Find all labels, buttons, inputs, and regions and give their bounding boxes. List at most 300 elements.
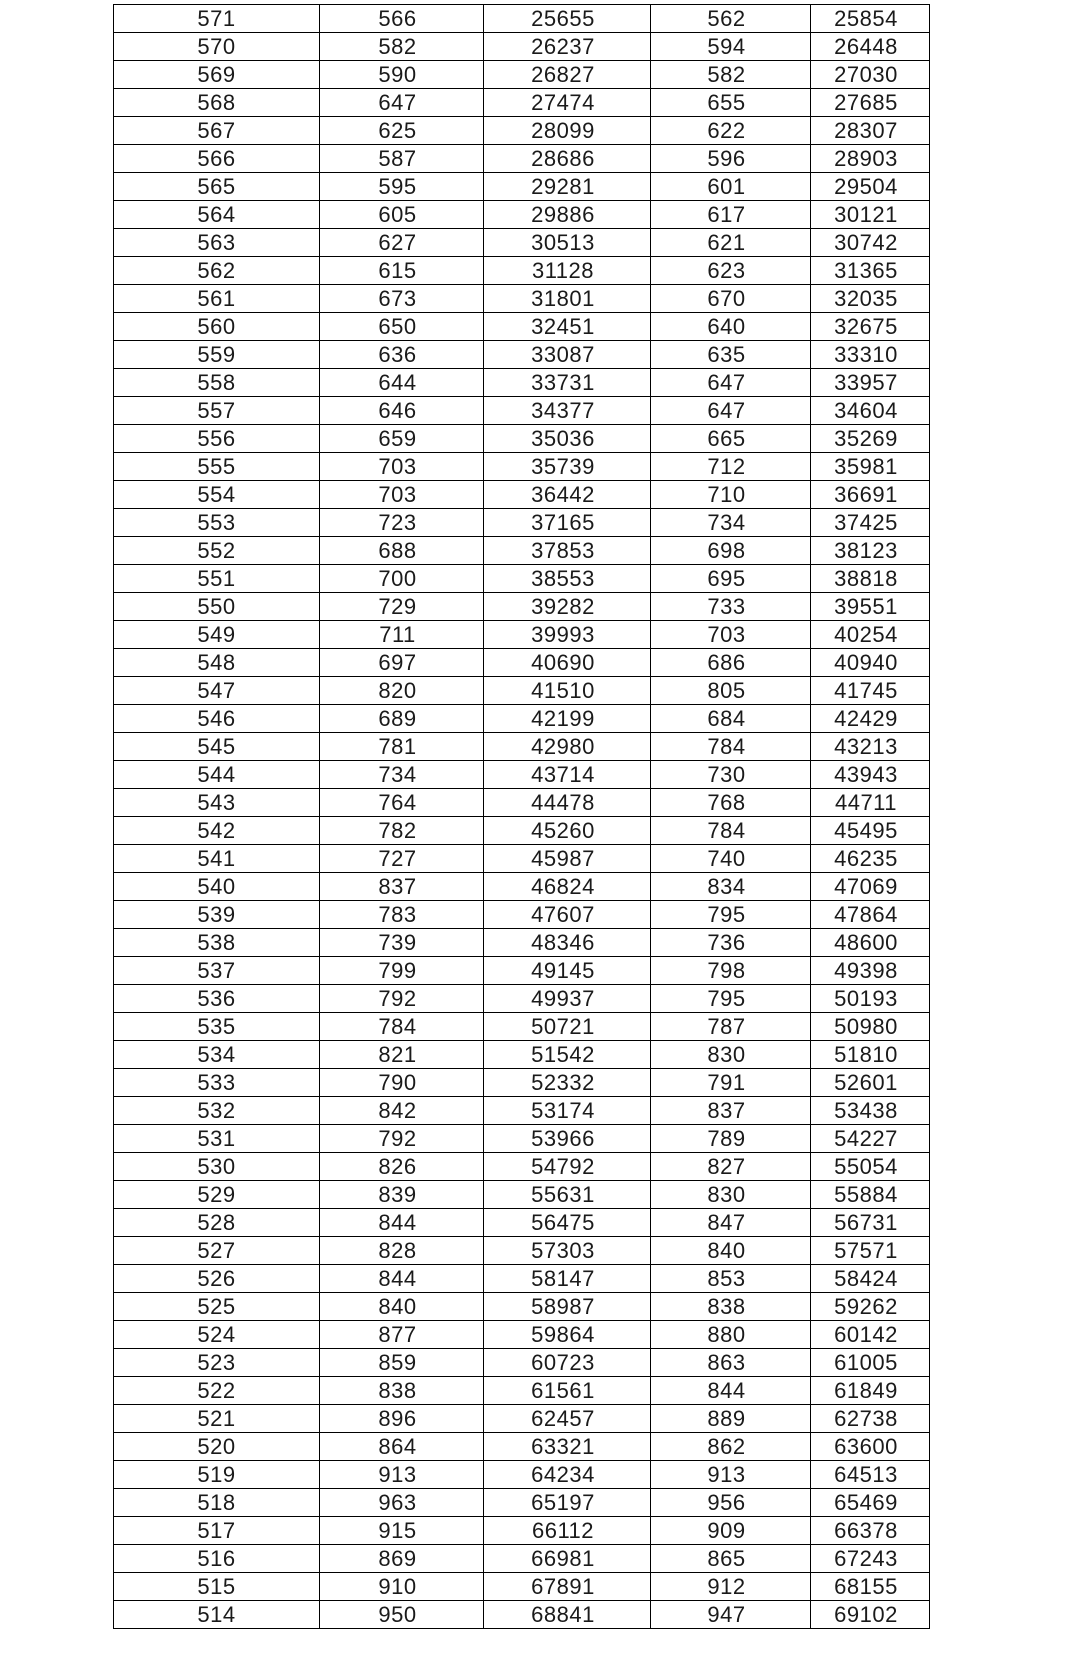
cell-cumulative-b: 28307	[811, 117, 930, 145]
cell-cumulative-a: 44478	[484, 789, 651, 817]
cell-score: 554	[114, 481, 320, 509]
cell-cumulative-b: 28903	[811, 145, 930, 173]
cell-count-b: 795	[651, 985, 811, 1013]
cell-count-a: 869	[320, 1545, 484, 1573]
cell-count-b: 684	[651, 705, 811, 733]
cell-count-b: 838	[651, 1293, 811, 1321]
cell-score: 515	[114, 1573, 320, 1601]
cell-count-a: 828	[320, 1237, 484, 1265]
cell-count-a: 587	[320, 145, 484, 173]
table-row	[114, 1013, 930, 1041]
cell-score: 519	[114, 1461, 320, 1489]
cell-cumulative-b: 43213	[811, 733, 930, 761]
cell-cumulative-a: 29886	[484, 201, 651, 229]
cell-cumulative-a: 51542	[484, 1041, 651, 1069]
cell-count-b: 805	[651, 677, 811, 705]
table-row	[114, 397, 930, 425]
cell-count-a: 844	[320, 1265, 484, 1293]
table-row	[114, 621, 930, 649]
cell-cumulative-a: 45260	[484, 817, 651, 845]
cell-cumulative-b: 31365	[811, 257, 930, 285]
cell-score: 570	[114, 33, 320, 61]
table-row	[114, 89, 930, 117]
cell-score: 534	[114, 1041, 320, 1069]
cell-cumulative-a: 45987	[484, 845, 651, 873]
cell-score: 558	[114, 369, 320, 397]
cell-score: 532	[114, 1097, 320, 1125]
cell-count-b: 889	[651, 1405, 811, 1433]
cell-cumulative-b: 62738	[811, 1405, 930, 1433]
cell-score: 553	[114, 509, 320, 537]
cell-score: 526	[114, 1265, 320, 1293]
cell-count-a: 625	[320, 117, 484, 145]
cell-count-a: 840	[320, 1293, 484, 1321]
cell-cumulative-b: 46235	[811, 845, 930, 873]
table-row	[114, 1461, 930, 1489]
cell-count-b: 698	[651, 537, 811, 565]
cell-cumulative-a: 59864	[484, 1321, 651, 1349]
cell-cumulative-b: 60142	[811, 1321, 930, 1349]
table-row	[114, 957, 930, 985]
cell-count-b: 834	[651, 873, 811, 901]
cell-count-a: 582	[320, 33, 484, 61]
table-row	[114, 1545, 930, 1573]
cell-score: 557	[114, 397, 320, 425]
cell-count-b: 853	[651, 1265, 811, 1293]
cell-count-a: 837	[320, 873, 484, 901]
cell-count-b: 880	[651, 1321, 811, 1349]
cell-cumulative-a: 32451	[484, 313, 651, 341]
cell-cumulative-a: 35036	[484, 425, 651, 453]
cell-score: 527	[114, 1237, 320, 1265]
cell-count-b: 647	[651, 397, 811, 425]
cell-cumulative-a: 57303	[484, 1237, 651, 1265]
cell-cumulative-b: 25854	[811, 5, 930, 33]
cell-cumulative-b: 34604	[811, 397, 930, 425]
cell-count-a: 877	[320, 1321, 484, 1349]
cell-count-a: 799	[320, 957, 484, 985]
cell-cumulative-a: 61561	[484, 1377, 651, 1405]
cell-cumulative-a: 55631	[484, 1181, 651, 1209]
table-row	[114, 257, 930, 285]
cell-cumulative-b: 45495	[811, 817, 930, 845]
cell-score: 563	[114, 229, 320, 257]
table-row	[114, 1377, 930, 1405]
cell-score: 537	[114, 957, 320, 985]
cell-cumulative-b: 40254	[811, 621, 930, 649]
cell-cumulative-b: 30742	[811, 229, 930, 257]
cell-count-a: 950	[320, 1601, 484, 1629]
cell-score: 514	[114, 1601, 320, 1629]
cell-score: 550	[114, 593, 320, 621]
cell-count-b: 730	[651, 761, 811, 789]
cell-count-b: 844	[651, 1377, 811, 1405]
cell-count-b: 740	[651, 845, 811, 873]
cell-cumulative-b: 32675	[811, 313, 930, 341]
table-row	[114, 201, 930, 229]
cell-count-a: 764	[320, 789, 484, 817]
cell-score: 571	[114, 5, 320, 33]
cell-score: 543	[114, 789, 320, 817]
cell-score: 568	[114, 89, 320, 117]
cell-cumulative-b: 65469	[811, 1489, 930, 1517]
cell-count-b: 562	[651, 5, 811, 33]
cell-count-a: 826	[320, 1153, 484, 1181]
cell-count-a: 566	[320, 5, 484, 33]
table-row	[114, 425, 930, 453]
cell-count-a: 915	[320, 1517, 484, 1545]
cell-count-a: 859	[320, 1349, 484, 1377]
cell-score: 560	[114, 313, 320, 341]
cell-cumulative-a: 50721	[484, 1013, 651, 1041]
cell-cumulative-a: 47607	[484, 901, 651, 929]
cell-count-a: 636	[320, 341, 484, 369]
cell-cumulative-b: 27030	[811, 61, 930, 89]
cell-cumulative-b: 40940	[811, 649, 930, 677]
cell-cumulative-b: 69102	[811, 1601, 930, 1629]
cell-cumulative-a: 25655	[484, 5, 651, 33]
score-table-container	[113, 4, 929, 1629]
table-row	[114, 1265, 930, 1293]
cell-cumulative-a: 27474	[484, 89, 651, 117]
cell-count-b: 594	[651, 33, 811, 61]
cell-cumulative-b: 32035	[811, 285, 930, 313]
cell-cumulative-b: 42429	[811, 705, 930, 733]
cell-count-a: 605	[320, 201, 484, 229]
table-row	[114, 1181, 930, 1209]
cell-count-a: 792	[320, 1125, 484, 1153]
cell-score: 528	[114, 1209, 320, 1237]
table-row	[114, 33, 930, 61]
cell-count-a: 703	[320, 453, 484, 481]
cell-count-b: 787	[651, 1013, 811, 1041]
cell-cumulative-b: 51810	[811, 1041, 930, 1069]
cell-cumulative-b: 61849	[811, 1377, 930, 1405]
cell-cumulative-b: 61005	[811, 1349, 930, 1377]
cell-cumulative-b: 53438	[811, 1097, 930, 1125]
table-row	[114, 1573, 930, 1601]
table-row	[114, 537, 930, 565]
cell-count-b: 640	[651, 313, 811, 341]
table-row	[114, 677, 930, 705]
cell-score: 520	[114, 1433, 320, 1461]
cell-cumulative-a: 68841	[484, 1601, 651, 1629]
cell-count-b: 865	[651, 1545, 811, 1573]
cell-count-b: 784	[651, 817, 811, 845]
cell-cumulative-b: 38123	[811, 537, 930, 565]
cell-score: 531	[114, 1125, 320, 1153]
cell-score: 544	[114, 761, 320, 789]
cell-count-a: 644	[320, 369, 484, 397]
cell-cumulative-a: 31801	[484, 285, 651, 313]
cell-cumulative-b: 57571	[811, 1237, 930, 1265]
cell-cumulative-a: 39993	[484, 621, 651, 649]
cell-cumulative-a: 67891	[484, 1573, 651, 1601]
cell-cumulative-a: 62457	[484, 1405, 651, 1433]
table-row	[114, 1601, 930, 1629]
cell-count-b: 736	[651, 929, 811, 957]
cell-count-b: 827	[651, 1153, 811, 1181]
cell-count-b: 622	[651, 117, 811, 145]
cell-count-a: 784	[320, 1013, 484, 1041]
cell-cumulative-a: 58147	[484, 1265, 651, 1293]
cell-score: 521	[114, 1405, 320, 1433]
table-row	[114, 1041, 930, 1069]
cell-cumulative-b: 35269	[811, 425, 930, 453]
cell-score: 541	[114, 845, 320, 873]
cell-count-b: 847	[651, 1209, 811, 1237]
table-row	[114, 565, 930, 593]
table-row	[114, 873, 930, 901]
cell-cumulative-a: 35739	[484, 453, 651, 481]
cell-cumulative-b: 52601	[811, 1069, 930, 1097]
cell-score: 523	[114, 1349, 320, 1377]
cell-cumulative-b: 47069	[811, 873, 930, 901]
cell-cumulative-a: 39282	[484, 593, 651, 621]
cell-cumulative-b: 55054	[811, 1153, 930, 1181]
cell-score: 547	[114, 677, 320, 705]
cell-cumulative-b: 58424	[811, 1265, 930, 1293]
table-row	[114, 61, 930, 89]
table-row	[114, 705, 930, 733]
table-row	[114, 453, 930, 481]
cell-cumulative-a: 40690	[484, 649, 651, 677]
cell-cumulative-a: 53174	[484, 1097, 651, 1125]
cell-cumulative-b: 29504	[811, 173, 930, 201]
cell-cumulative-a: 53966	[484, 1125, 651, 1153]
cell-cumulative-b: 50193	[811, 985, 930, 1013]
cell-cumulative-a: 66112	[484, 1517, 651, 1545]
table-row	[114, 1433, 930, 1461]
cell-count-a: 792	[320, 985, 484, 1013]
cell-cumulative-a: 64234	[484, 1461, 651, 1489]
cell-count-a: 844	[320, 1209, 484, 1237]
cell-count-a: 659	[320, 425, 484, 453]
table-row	[114, 985, 930, 1013]
cell-count-b: 840	[651, 1237, 811, 1265]
cell-cumulative-a: 28099	[484, 117, 651, 145]
cell-count-a: 963	[320, 1489, 484, 1517]
table-row	[114, 1209, 930, 1237]
cell-cumulative-a: 31128	[484, 257, 651, 285]
cell-cumulative-a: 37853	[484, 537, 651, 565]
cell-count-a: 697	[320, 649, 484, 677]
cell-score: 538	[114, 929, 320, 957]
cell-count-b: 686	[651, 649, 811, 677]
cell-count-a: 647	[320, 89, 484, 117]
cell-count-a: 615	[320, 257, 484, 285]
cell-count-a: 790	[320, 1069, 484, 1097]
cell-count-a: 739	[320, 929, 484, 957]
cell-count-a: 781	[320, 733, 484, 761]
cell-cumulative-a: 38553	[484, 565, 651, 593]
cell-cumulative-a: 34377	[484, 397, 651, 425]
cell-cumulative-b: 63600	[811, 1433, 930, 1461]
table-row	[114, 1069, 930, 1097]
cell-count-a: 650	[320, 313, 484, 341]
cell-score: 549	[114, 621, 320, 649]
cell-count-b: 635	[651, 341, 811, 369]
cell-count-b: 596	[651, 145, 811, 173]
cell-cumulative-b: 39551	[811, 593, 930, 621]
table-row	[114, 1517, 930, 1545]
table-row	[114, 173, 930, 201]
cell-score: 536	[114, 985, 320, 1013]
cell-count-a: 711	[320, 621, 484, 649]
cell-cumulative-a: 33087	[484, 341, 651, 369]
cell-cumulative-a: 42199	[484, 705, 651, 733]
cell-count-a: 842	[320, 1097, 484, 1125]
cell-score: 565	[114, 173, 320, 201]
cell-count-b: 956	[651, 1489, 811, 1517]
cell-cumulative-a: 65197	[484, 1489, 651, 1517]
cell-count-a: 703	[320, 481, 484, 509]
cell-cumulative-b: 49398	[811, 957, 930, 985]
cell-cumulative-a: 26237	[484, 33, 651, 61]
table-row	[114, 145, 930, 173]
table-row	[114, 733, 930, 761]
cell-score: 555	[114, 453, 320, 481]
table-row	[114, 929, 930, 957]
table-row	[114, 1237, 930, 1265]
cell-cumulative-a: 56475	[484, 1209, 651, 1237]
cell-count-b: 830	[651, 1041, 811, 1069]
table-row	[114, 649, 930, 677]
cell-score: 556	[114, 425, 320, 453]
table-row	[114, 5, 930, 33]
table-row	[114, 901, 930, 929]
cell-count-b: 862	[651, 1433, 811, 1461]
cell-count-a: 723	[320, 509, 484, 537]
cell-cumulative-b: 47864	[811, 901, 930, 929]
cell-score: 522	[114, 1377, 320, 1405]
table-row	[114, 1405, 930, 1433]
cell-cumulative-b: 35981	[811, 453, 930, 481]
cell-count-a: 689	[320, 705, 484, 733]
cell-score: 564	[114, 201, 320, 229]
score-rank-distribution-table	[113, 4, 930, 1629]
cell-cumulative-b: 43943	[811, 761, 930, 789]
cell-score: 569	[114, 61, 320, 89]
cell-score: 540	[114, 873, 320, 901]
cell-cumulative-a: 49937	[484, 985, 651, 1013]
cell-cumulative-b: 50980	[811, 1013, 930, 1041]
cell-cumulative-b: 67243	[811, 1545, 930, 1573]
cell-score: 516	[114, 1545, 320, 1573]
cell-count-b: 768	[651, 789, 811, 817]
table-row	[114, 341, 930, 369]
cell-cumulative-a: 49145	[484, 957, 651, 985]
cell-count-b: 795	[651, 901, 811, 929]
cell-count-a: 729	[320, 593, 484, 621]
cell-cumulative-b: 36691	[811, 481, 930, 509]
cell-count-b: 621	[651, 229, 811, 257]
cell-cumulative-a: 58987	[484, 1293, 651, 1321]
cell-count-a: 727	[320, 845, 484, 873]
cell-score: 542	[114, 817, 320, 845]
cell-score: 539	[114, 901, 320, 929]
cell-count-b: 712	[651, 453, 811, 481]
cell-score: 529	[114, 1181, 320, 1209]
table-row	[114, 817, 930, 845]
cell-count-a: 782	[320, 817, 484, 845]
cell-count-b: 617	[651, 201, 811, 229]
cell-cumulative-a: 26827	[484, 61, 651, 89]
cell-cumulative-a: 33731	[484, 369, 651, 397]
cell-count-b: 623	[651, 257, 811, 285]
cell-count-b: 784	[651, 733, 811, 761]
cell-count-a: 783	[320, 901, 484, 929]
cell-cumulative-a: 37165	[484, 509, 651, 537]
cell-count-a: 839	[320, 1181, 484, 1209]
cell-count-b: 582	[651, 61, 811, 89]
table-row	[114, 761, 930, 789]
cell-score: 566	[114, 145, 320, 173]
cell-count-a: 838	[320, 1377, 484, 1405]
cell-cumulative-a: 52332	[484, 1069, 651, 1097]
cell-score: 562	[114, 257, 320, 285]
cell-count-b: 695	[651, 565, 811, 593]
table-row	[114, 1489, 930, 1517]
cell-count-a: 590	[320, 61, 484, 89]
cell-score: 552	[114, 537, 320, 565]
cell-score: 525	[114, 1293, 320, 1321]
cell-cumulative-b: 56731	[811, 1209, 930, 1237]
cell-cumulative-a: 48346	[484, 929, 651, 957]
table-row	[114, 1321, 930, 1349]
cell-score: 567	[114, 117, 320, 145]
cell-count-a: 673	[320, 285, 484, 313]
cell-count-b: 601	[651, 173, 811, 201]
table-row	[114, 789, 930, 817]
cell-score: 535	[114, 1013, 320, 1041]
cell-cumulative-b: 38818	[811, 565, 930, 593]
cell-cumulative-a: 54792	[484, 1153, 651, 1181]
cell-cumulative-b: 44711	[811, 789, 930, 817]
cell-score: 551	[114, 565, 320, 593]
cell-score: 559	[114, 341, 320, 369]
cell-cumulative-b: 33310	[811, 341, 930, 369]
table-row	[114, 313, 930, 341]
table-row	[114, 1153, 930, 1181]
cell-count-a: 646	[320, 397, 484, 425]
cell-cumulative-a: 29281	[484, 173, 651, 201]
cell-cumulative-b: 33957	[811, 369, 930, 397]
cell-count-a: 896	[320, 1405, 484, 1433]
cell-cumulative-b: 66378	[811, 1517, 930, 1545]
cell-score: 545	[114, 733, 320, 761]
cell-count-b: 655	[651, 89, 811, 117]
cell-count-b: 837	[651, 1097, 811, 1125]
cell-score: 533	[114, 1069, 320, 1097]
cell-cumulative-b: 64513	[811, 1461, 930, 1489]
cell-count-a: 595	[320, 173, 484, 201]
cell-cumulative-a: 60723	[484, 1349, 651, 1377]
table-row	[114, 117, 930, 145]
cell-cumulative-b: 68155	[811, 1573, 930, 1601]
cell-count-a: 821	[320, 1041, 484, 1069]
cell-cumulative-b: 41745	[811, 677, 930, 705]
cell-count-b: 733	[651, 593, 811, 621]
cell-cumulative-b: 48600	[811, 929, 930, 957]
table-row	[114, 509, 930, 537]
cell-count-b: 791	[651, 1069, 811, 1097]
table-row	[114, 1293, 930, 1321]
cell-count-b: 665	[651, 425, 811, 453]
cell-score: 524	[114, 1321, 320, 1349]
table-row	[114, 1349, 930, 1377]
table-row	[114, 593, 930, 621]
